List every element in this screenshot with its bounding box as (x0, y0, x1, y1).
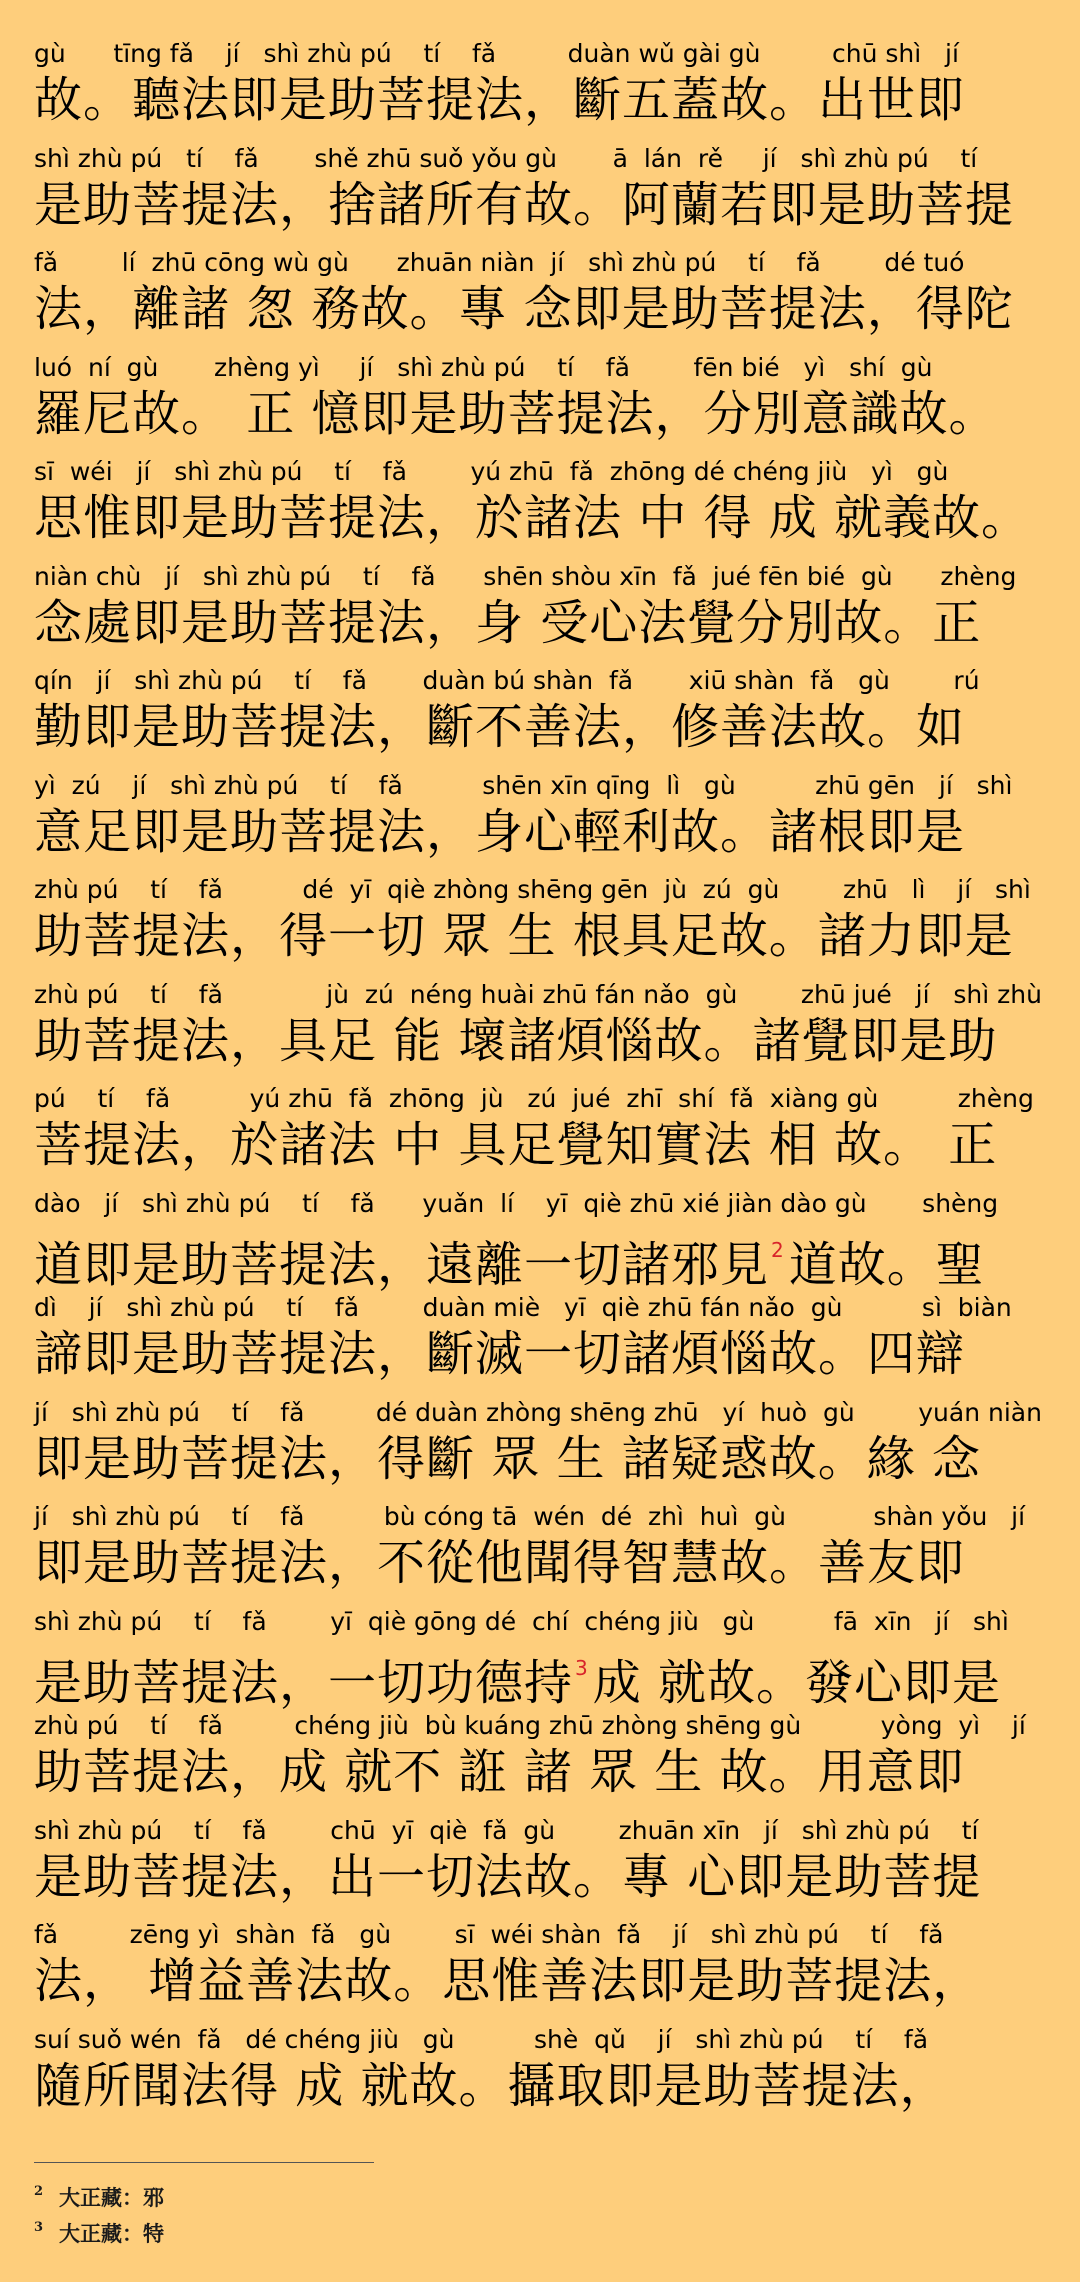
chinese-text (34, 802, 1054, 862)
chinese-text (34, 697, 1054, 757)
pinyin-annotation: zhù pú tí fǎ dé yī qiè zhòng shēng gēn jù zú gù zhū lì jí shì (34, 875, 1031, 904)
footnote-number: 3 (34, 2220, 44, 2235)
chinese-text (34, 1011, 1054, 1071)
chinese-text (34, 175, 1054, 235)
chinese-text-segment: 道故。聖 (788, 1236, 985, 1293)
pinyin-annotation: qín jí shì zhù pú tí fǎ duàn bú shàn fǎ xiū shàn fǎ gù rú (34, 666, 980, 695)
chinese-text (34, 384, 1054, 444)
footnote-text: 大正藏：特 (59, 2221, 165, 2246)
chinese-text (34, 1638, 1054, 1711)
chinese-text-segment: 助菩提法，成 就不 誑 諸 眾 生 故。用意即 (34, 1744, 965, 1800)
chinese-text-segment: 是助菩提法，捨諸所有故。阿蘭若即是助菩提 (34, 176, 1015, 233)
chinese-text-segment: 法，離諸 怱 務故。專 念即是助菩提法，得陀 (34, 281, 1014, 337)
chinese-text (34, 1324, 1054, 1384)
footnote-text: 大正藏：邪 (59, 2185, 165, 2210)
text-line (34, 1188, 1054, 1293)
text-line (34, 2024, 1054, 2129)
footnote-marker[interactable]: 3 (575, 1655, 589, 1680)
chinese-text-segment: 勤即是助菩提法，斷不善法，修善法故。如 (34, 699, 966, 755)
chinese-text (34, 1220, 1054, 1293)
chinese-text-segment: 即是助菩提法，不從他聞得智慧故。善友即 (34, 1535, 966, 1591)
text-line (34, 1815, 1054, 1920)
chinese-text-segment: 助菩提法，具足 能 壞諸煩惱故。諸覺即是助 (34, 1012, 998, 1069)
footnote (34, 2174, 164, 2210)
text-line (34, 352, 1054, 457)
chinese-text (34, 593, 1054, 653)
text-line (34, 247, 1054, 352)
chinese-text (34, 488, 1054, 548)
chinese-text (34, 1847, 1054, 1907)
sutra-text (34, 38, 1054, 2128)
text-line (34, 1710, 1054, 1815)
pinyin-annotation: fǎ zēng yì shàn fǎ gù sī wéi shàn fǎ jí shì zhù pú tí fǎ (34, 1920, 944, 1949)
chinese-text (34, 1115, 1054, 1175)
chinese-text-segment: 助菩提法，得一切 眾 生 根具足故。諸力即是 (34, 908, 1014, 964)
text-line (34, 1083, 1054, 1188)
chinese-text (34, 1429, 1054, 1489)
chinese-text-segment: 羅尼故。 正 憶即是助菩提法，分別意識故。 (34, 385, 998, 442)
chinese-text (34, 906, 1054, 966)
chinese-text-segment: 意足即是助菩提法，身心輕利故。諸根即是 (34, 803, 966, 860)
footnote-marker[interactable]: 2 (771, 1237, 785, 1262)
chinese-text-segment: 諦即是助菩提法，斷滅一切諸煩惱故。四辯 (34, 1326, 966, 1382)
text-line (34, 979, 1054, 1084)
pinyin-annotation: luó ní gù zhèng yì jí shì zhù pú tí fǎ fēn bié yì shí gù (34, 352, 933, 382)
pinyin-annotation: zhù pú tí fǎ chéng jiù bù kuáng zhū zhòng shēng gù yòng yì jí (34, 1711, 1026, 1740)
pinyin-annotation: sī wéi jí shì zhù pú tí fǎ yú zhū fǎ zhōng dé chéng jiù yì gù (34, 457, 949, 486)
chinese-text-segment: 是助菩提法，出一切法故。專 心即是助菩提 (34, 1848, 982, 1905)
chinese-text-segment: 菩提法，於諸法 中 具足覺知實法 相 故。 正 (34, 1117, 998, 1173)
text-line (34, 1397, 1054, 1502)
chinese-text-segment: 法， 增益善法故。思惟善法即是助菩提法， (34, 1953, 982, 2009)
text-line (34, 143, 1054, 248)
chinese-text-segment: 成 就故。發心即是 (592, 1654, 1002, 1711)
pinyin-annotation: shì zhù pú tí fǎ shě zhū suǒ yǒu gù ā lán rě jí shì zhù pú tí (34, 143, 978, 173)
pinyin-annotation: niàn chù jí shì zhù pú tí fǎ shēn shòu xīn fǎ jué fēn bié gù zhèng (34, 561, 1017, 591)
chinese-text-segment: 是助菩提法，一切功德持 (34, 1654, 574, 1711)
chinese-text-segment: 即是助菩提法，得斷 眾 生 諸疑惑故。緣 念 (34, 1430, 982, 1487)
pinyin-annotation: jí shì zhù pú tí fǎ dé duàn zhòng shēng zhū yí huò gù yuán niàn (34, 1397, 1042, 1427)
text-line (34, 38, 1054, 143)
footnote-number: 2 (34, 2184, 44, 2199)
pinyin-annotation: gù tīng fǎ jí shì zhù pú tí fǎ duàn wǔ gài gù chū shì jí (34, 39, 959, 68)
pinyin-annotation: pú tí fǎ yú zhū fǎ zhōng jù zú jué zhī shí fǎ xiàng gù zhèng (34, 1084, 1034, 1113)
footnote-divider (34, 2162, 374, 2163)
pinyin-annotation: yì zú jí shì zhù pú tí fǎ shēn xīn qīng lì gù zhū gēn jí shì (34, 770, 1013, 800)
text-line (34, 1292, 1054, 1397)
text-line (34, 1501, 1054, 1606)
chinese-text (34, 70, 1054, 130)
chinese-text-segment: 故。聽法即是助菩提法，斷五蓋故。出世即 (34, 72, 966, 128)
pinyin-annotation: shì zhù pú tí fǎ chū yī qiè fǎ gù zhuān xīn jí shì zhù pú tí (34, 1815, 979, 1845)
chinese-text-segment: 思惟即是助菩提法，於諸法 中 得 成 就義故。 (34, 490, 1031, 546)
chinese-text-segment: 道即是助菩提法，遠離一切諸邪見 (34, 1236, 770, 1293)
chinese-text (34, 279, 1054, 339)
pinyin-annotation: dì jí shì zhù pú tí fǎ duàn miè yī qiè zhū fán nǎo gù sì biàn (34, 1293, 1012, 1322)
chinese-text (34, 1951, 1054, 2011)
pinyin-annotation: shì zhù pú tí fǎ yī qiè gōng dé chí chéng jiù gù fā xīn jí shì (34, 1606, 1009, 1636)
text-line (34, 665, 1054, 770)
chinese-text (34, 2056, 1054, 2116)
pinyin-annotation: suí suǒ wén fǎ dé chéng jiù gù shè qǔ jí shì zhù pú tí fǎ (34, 2024, 929, 2054)
text-line (34, 874, 1054, 979)
pinyin-annotation: zhù pú tí fǎ jù zú néng huài zhū fán nǎo gù zhū jué jí shì zhù (34, 979, 1042, 1009)
text-line (34, 770, 1054, 875)
text-line (34, 1606, 1054, 1711)
pinyin-annotation: dào jí shì zhù pú tí fǎ yuǎn lí yī qiè zhū xié jiàn dào gù shèng (34, 1188, 999, 1218)
text-line (34, 561, 1054, 666)
pinyin-annotation: fǎ lí zhū cōng wù gù zhuān niàn jí shì zhù pú tí fǎ dé tuó (34, 248, 965, 277)
chinese-text (34, 1742, 1054, 1802)
chinese-text (34, 1533, 1054, 1593)
pinyin-annotation: jí shì zhù pú tí fǎ bù cóng tā wén dé zhì huì gù shàn yǒu jí (34, 1502, 1026, 1531)
text-line (34, 456, 1054, 561)
text-line (34, 1919, 1054, 2024)
chinese-text-segment: 念處即是助菩提法，身 受心法覺分別故。正 (34, 594, 982, 651)
footnotes (34, 2174, 164, 2246)
footnote (34, 2210, 164, 2246)
chinese-text-segment: 隨所聞法得 成 就故。攝取即是助菩提法， (34, 2057, 949, 2114)
